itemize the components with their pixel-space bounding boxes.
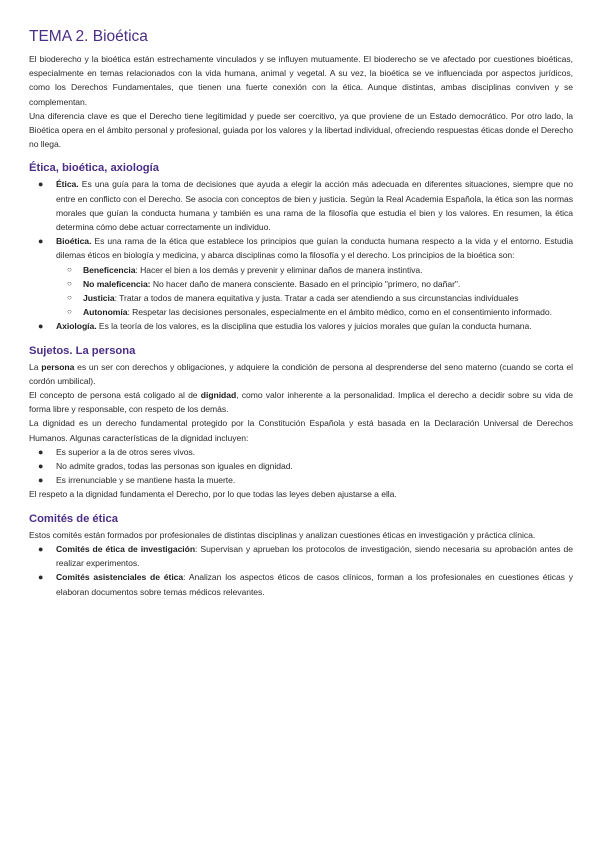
list-item-axiologia (29, 319, 573, 333)
circle-bullet-icon: ○ (67, 307, 72, 317)
term-dignidad: dignidad (200, 390, 237, 401)
list-item-text: No admite grados, todas las personas son iguales en dignidad. (56, 461, 293, 472)
comite-term: Comités de ética de investigación (56, 543, 196, 554)
principle-term: Beneficencia (83, 264, 136, 275)
principle-text: : Hacer el bien a los demás y prevenir y eliminar daños de manera instintiva. (135, 264, 423, 275)
term-axiologia: Axiología. (56, 321, 97, 332)
bullet-icon: ● (38, 461, 44, 472)
bullet-icon: ● (38, 236, 44, 247)
principle-item (56, 305, 573, 319)
bullet-icon: ● (38, 321, 44, 332)
principle-text: : Tratar a todos de manera equitativa y justa. Tratar a cada ser atendiendo a sus circunstancias individuales (114, 293, 519, 304)
bullet-icon: ● (38, 446, 44, 457)
bullet-icon: ● (38, 572, 44, 583)
comites-paragraph: Estos comités están formados por profesionales de distintas disciplinas y analizan cuestiones éticas en investigación y práctica clínica. (29, 529, 536, 540)
principle-term: Autonomía (83, 307, 128, 318)
list-item-etica (29, 177, 573, 234)
etica-list (29, 177, 573, 333)
page-title: TEMA 2. Bioética (29, 28, 148, 45)
intro-paragraph-1: El bioderecho y la bioética están estrechamente vinculados y se influyen mutuamente. El bioderecho se ve afectado por cuestiones bioéticas, especialmente en temas relacionados con la vida humana, animal y vegetal. A su vez, la bioética se ve influenciada por aspectos jurídicos, como los Derechos Fundamentales, que tienen una fuerte conexión con la ética. Aunque distintas, ambas disciplinas conviven y se complementan. (29, 54, 573, 107)
bullet-icon: ● (38, 475, 44, 486)
principle-item (56, 291, 573, 305)
section-heading-persona: Sujetos. La persona (29, 344, 136, 357)
text-fragment: La (29, 361, 42, 372)
principle-text: No hacer daño de manera consciente. Basado en el principio "primero, no dañar". (150, 278, 461, 289)
circle-bullet-icon: ○ (67, 264, 72, 274)
list-item-text: Es superior a la de otros seres vivos. (56, 446, 196, 457)
list-item (29, 542, 573, 570)
term-bioetica: Bioética. (56, 236, 92, 247)
comites-list (29, 542, 573, 599)
bullet-icon: ● (38, 179, 44, 190)
list-item (29, 445, 573, 459)
text-fragment: es un ser con derechos y obligaciones, y adquiere la condición de persona al desprenderse del seno materno (cuando se corta el cordón umbilical). (29, 361, 574, 386)
intro-paragraph-2: Una diferencia clave es que el Derecho tiene legitimidad y puede ser coercitivo, ya que proviene de un Estado democrático. Por otro lado, la Bioética opera en el ámbito personal y profesional, guiada por los valores y la libertad individual, ofreciendo respuestas éticas donde el Derecho no llega. (29, 110, 573, 150)
list-item (29, 570, 573, 598)
axiologia-definition: Es la teoría de los valores, es la disciplina que estudia los valores y juicios morales que guían la conducta humana. (96, 321, 532, 332)
persona-paragraph-4: El respeto a la dignidad fundamenta el Derecho, por lo que todas las leyes deben ajustarse a ella. (29, 489, 397, 500)
etica-definition: Es una guía para la toma de decisiones que ayuda a elegir la acción más adecuada en diferentes situaciones, siempre que no entre en conflicto con el Derecho. Se asocia con conceptos de bien y justicia. Según la Real Academia Española, la ética son las normas morales que guían la conducta humana y también es una rama de la filosofía que estudia el bien y los valores. En resumen, la ética determina cómo debe actuar correctamente un individuo. (56, 179, 573, 233)
circle-bullet-icon: ○ (67, 293, 72, 303)
list-item-text: Es irrenunciable y se mantiene hasta la muerte. (56, 475, 236, 486)
term-persona: persona (41, 361, 75, 372)
text-fragment: El concepto de persona está coligado al de (29, 390, 201, 401)
principle-item (56, 263, 573, 277)
list-item (29, 459, 573, 473)
principles-list (56, 263, 573, 320)
list-item-bioetica (29, 234, 573, 319)
persona-paragraph-3: La dignidad es un derecho fundamental protegido por la Constitución Española y está basada en la Declaración Universal de Derechos Humanos. Algunas características de la dignidad incluyen: (29, 418, 573, 443)
principle-text: : Respetar las decisiones personales, especialmente en el ámbito médico, como en el consentimiento informado. (127, 307, 552, 318)
list-item (29, 473, 573, 487)
bioetica-definition: Es una rama de la ética que establece los principios que guían la conducta humana respecto a la vida y el entorno. Estudia dilemas éticos en biología y medicina, y abarca disciplinas como la filosofía y el derecho. Los principios de la bioética son: (56, 236, 573, 261)
section-heading-comites: Comités de ética (29, 512, 118, 525)
term-etica: Ética. (56, 179, 79, 190)
section-heading-etica: Ética, bioética, axiología (29, 162, 159, 175)
comite-text: : Analizan los aspectos éticos de casos clínicos, forman a los profesionales en cuestiones éticas y elaboran documentos sobre temas médicos relevantes. (56, 572, 573, 597)
principle-term: Justicia (83, 293, 115, 304)
persona-paragraph-2 (29, 388, 573, 416)
circle-bullet-icon: ○ (67, 278, 72, 288)
text-fragment: , como valor inherente a la personalidad. Implica el derecho a decidir sobre su vida de forma libre y responsable, con respeto de los demás. (29, 390, 574, 415)
principle-term: No maleficencia: (83, 278, 151, 289)
persona-paragraph-1 (29, 360, 573, 388)
principle-item (56, 277, 573, 291)
bullet-icon: ● (38, 543, 44, 554)
dignidad-list (29, 445, 573, 488)
comite-term: Comités asistenciales de ética (56, 572, 184, 583)
comite-text: : Supervisan y aprueban los protocolos de investigación, siendo necesaria su aprobación antes de realizar experimentos. (56, 543, 573, 569)
